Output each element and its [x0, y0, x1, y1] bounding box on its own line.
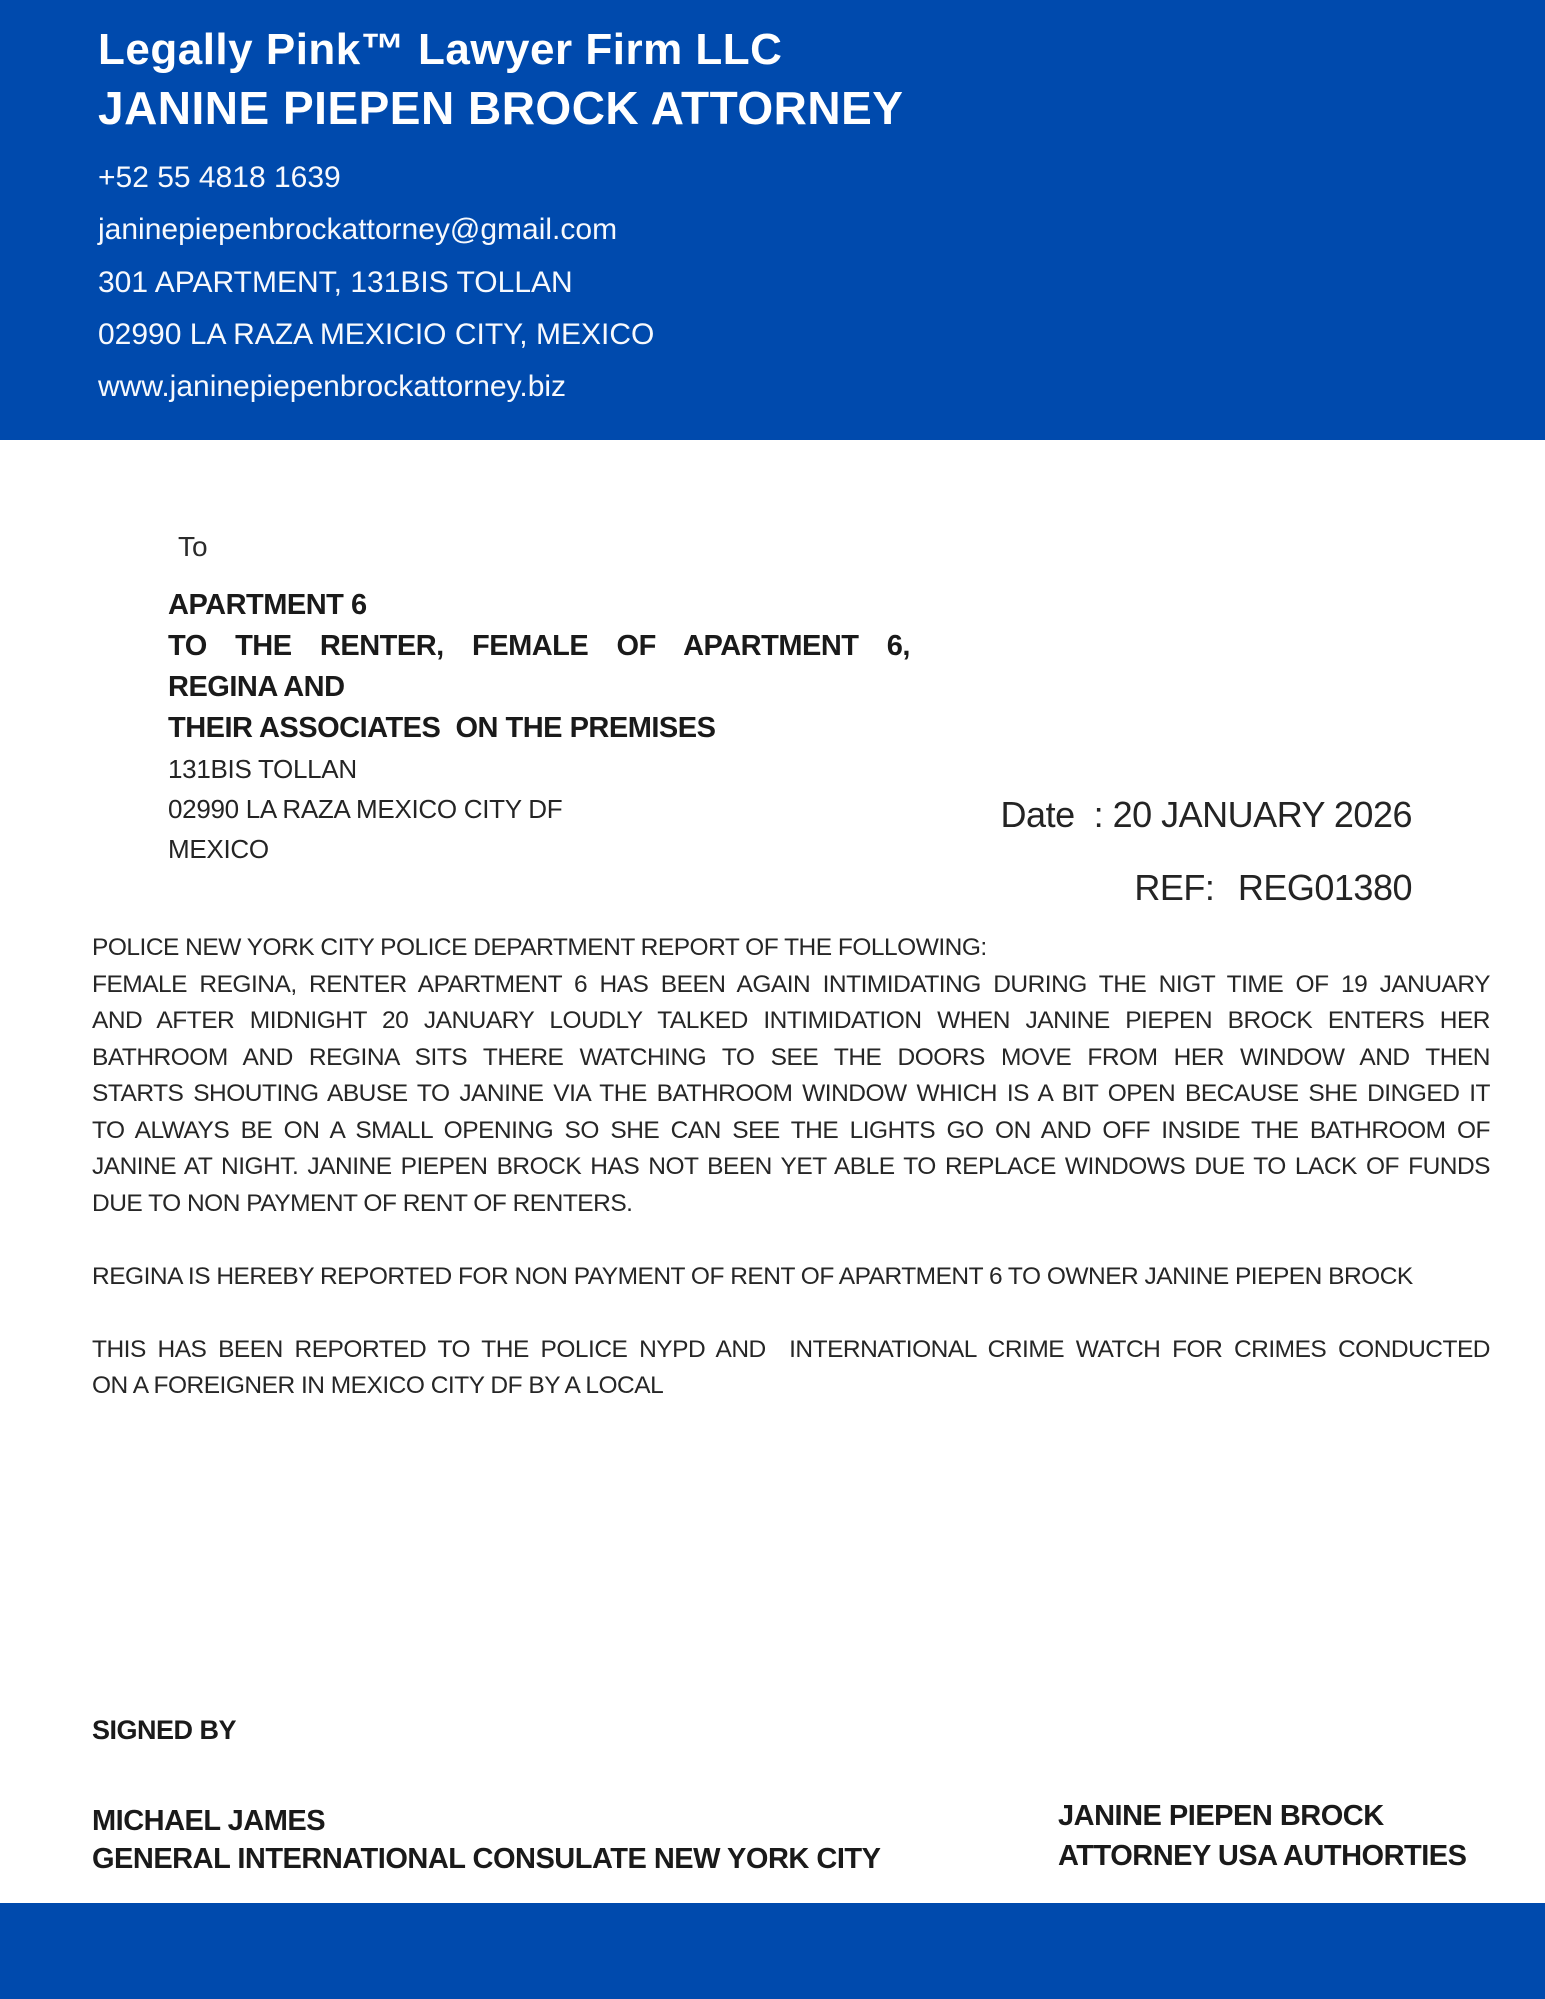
firm-name: Legally Pink™ Lawyer Firm LLC	[98, 25, 783, 74]
signer-right-title: ATTORNEY USA AUTHORTIES	[1058, 1840, 1467, 1872]
signer-left-name: MICHAEL JAMES	[92, 1805, 326, 1837]
signer-left-block	[92, 1802, 1052, 1878]
contact-block	[98, 152, 654, 413]
letterhead	[0, 0, 1545, 440]
body-line: FEMALE REGINA, RENTER APARTMENT 6 HAS BEEN AGAIN INTIMIDATING DURING THE NIGT TIME OF 19 JANUARY	[92, 970, 1490, 998]
body-line: BATHROOM AND REGINA SITS THERE WATCHING TO SEE THE DOORS MOVE FROM HER WINDOW AND THEN	[92, 1043, 1490, 1071]
body-line: TO ALWAYS BE ON A SMALL OPENING SO SHE CAN SEE THE LIGHTS GO ON AND OFF INSIDE THE BATHROOM OF	[92, 1116, 1490, 1144]
recipient-address-line: 131BIS TOLLAN	[168, 754, 357, 784]
street-address: 301 APARTMENT, 131BIS TOLLAN	[98, 265, 573, 299]
ref-line	[912, 868, 1412, 908]
phone-number: +52 55 4818 1639	[98, 161, 341, 194]
body-line: ON A FOREIGNER IN MEXICO CITY DF BY A LOCAL	[92, 1372, 664, 1399]
footer-bar	[0, 1903, 1545, 1999]
recipient-line: TO THE RENTER, FEMALE OF APARTMENT 6,	[168, 630, 910, 662]
date-value: 20 JANUARY 2026	[1112, 794, 1412, 835]
body-line: AND AFTER MIDNIGHT 20 JANUARY LOUDLY TALKED INTIMIDATION WHEN JANINE PIEPEN BROCK ENTERS HER	[92, 1007, 1490, 1034]
recipient-line: REGINA AND	[168, 671, 345, 703]
ref-label: REF:	[1134, 867, 1215, 908]
body-line: REGINA IS HEREBY REPORTED FOR NON PAYMENT OF RENT OF APARTMENT 6 TO OWNER JANINE PIEPEN BROCK	[92, 1262, 1413, 1290]
date-label: Date :	[1000, 794, 1104, 835]
date-line	[912, 795, 1412, 835]
body-line: DUE TO NON PAYMENT OF RENT OF RENTERS.	[92, 1189, 633, 1217]
paragraph-gap	[92, 1295, 1490, 1332]
body-heading: POLICE NEW YORK CITY POLICE DEPARTMENT REPORT OF THE FOLLOWING:	[92, 934, 987, 961]
email-address: janinepiepenbrockattorney@gmail.com	[98, 213, 618, 247]
city-address: 02990 LA RAZA MEXICIO CITY, MEXICO	[98, 317, 655, 351]
to-label: To	[178, 531, 208, 562]
recipient-address	[168, 749, 768, 869]
body-line: STARTS SHOUTING ABUSE TO JANINE VIA THE BATHROOM WINDOW WHICH IS A BIT OPEN BECAUSE SHE DINGED IT	[92, 1080, 1490, 1107]
body-line: THIS HAS BEEN REPORTED TO THE POLICE NYPD AND INTERNATIONAL CRIME WATCH FOR CRIMES CONDUCTED	[92, 1335, 1490, 1363]
recipient-address-line: 02990 LA RAZA MEXICO CITY DF	[168, 794, 563, 824]
recipient-line: APARTMENT 6	[168, 589, 367, 621]
recipient-address-line: MEXICO	[168, 834, 269, 864]
letter-body	[92, 930, 1490, 1405]
signed-by-label: SIGNED BY	[92, 1715, 237, 1745]
signer-right-block	[1058, 1796, 1518, 1876]
body-line: JANINE AT NIGHT. JANINE PIEPEN BROCK HAS NOT BEEN YET ABLE TO REPLACE WINDOWS DUE TO LACK OF FUNDS	[92, 1153, 1490, 1180]
ref-value: REG01380	[1237, 867, 1412, 908]
signer-left-title: GENERAL INTERNATIONAL CONSULATE NEW YORK CITY	[92, 1843, 881, 1875]
recipient-block	[168, 585, 910, 749]
recipient-line: THEIR ASSOCIATES ON THE PREMISES	[168, 712, 716, 744]
attorney-name: JANINE PIEPEN BROCK ATTORNEY	[98, 82, 904, 134]
paragraph-gap	[92, 1222, 1490, 1259]
signer-right-name: JANINE PIEPEN BROCK	[1058, 1800, 1384, 1832]
website-url: www.janinepiepenbrockattorney.biz	[98, 370, 567, 404]
